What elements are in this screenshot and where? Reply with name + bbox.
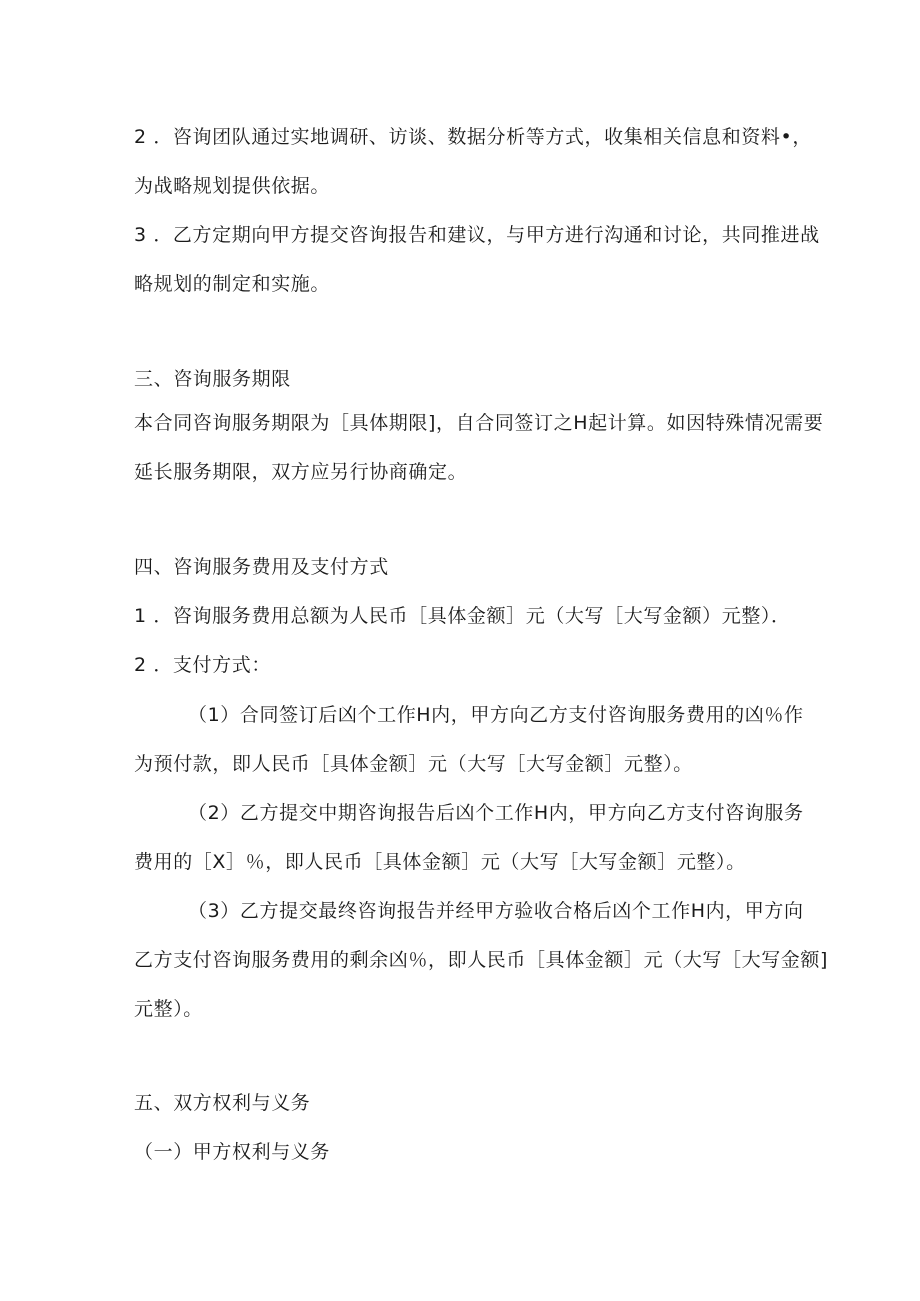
section4-item1: 1 ．咨询服务费用总额为人民币［具体金额］元（大写［大写金额）元整）． xyxy=(134,605,791,627)
section2-item2-line2: 为战略规划提供依据。 xyxy=(134,175,331,197)
section5-subheading: （一）甲方权利与义务 xyxy=(134,1141,331,1163)
section2-item3-line2: 略规划的制定和实施。 xyxy=(134,273,331,295)
section4-item2: 2 ．支付方式： xyxy=(134,654,271,676)
section4-sub3-line2: 乙方支付咨询服务费用的剩余凶％，即人民币［具体金额］元（大写［大写金额] xyxy=(134,949,829,971)
section3-para-line1: 本合同咨询服务期限为［具体期限]，自合同签订之H起计算。如因特殊情况需要 xyxy=(134,412,824,434)
section2-item3-line1: 3 ．乙方定期向甲方提交咨询报告和建议，与甲方进行沟通和讨论，共同推进战 xyxy=(134,224,820,246)
section3-para-line2: 延长服务期限，双方应另行协商确定。 xyxy=(134,461,468,483)
section4-sub3-line3: 元整）。 xyxy=(134,998,203,1020)
section4-sub3-line1: （3）乙方提交最终咨询报告并经甲方验收合格后凶个工作H内，甲方向 xyxy=(188,900,804,922)
section4-sub2-line1: （2）乙方提交中期咨询报告后凶个工作H内，甲方向乙方支付咨询服务 xyxy=(188,802,804,824)
section5-heading: 五、双方权利与义务 xyxy=(134,1092,311,1114)
section3-heading: 三、咨询服务期限 xyxy=(134,368,291,390)
section2-item2-line1: 2 ．咨询团队通过实地调研、访谈、数据分析等方式，收集相关信息和资料•， xyxy=(134,126,812,148)
section4-sub2-line2: 费用的［X］％，即人民币［具体金额］元（大写［大写金额］元整）。 xyxy=(134,851,746,873)
section4-heading: 四、咨询服务费用及支付方式 xyxy=(134,556,389,578)
section4-sub1-line2: 为预付款，即人民币［具体金额］元（大写［大写金额］元整）。 xyxy=(134,753,693,775)
section4-sub1-line1: （1）合同签订后凶个工作H内，甲方向乙方支付咨询服务费用的凶％作 xyxy=(188,704,804,726)
